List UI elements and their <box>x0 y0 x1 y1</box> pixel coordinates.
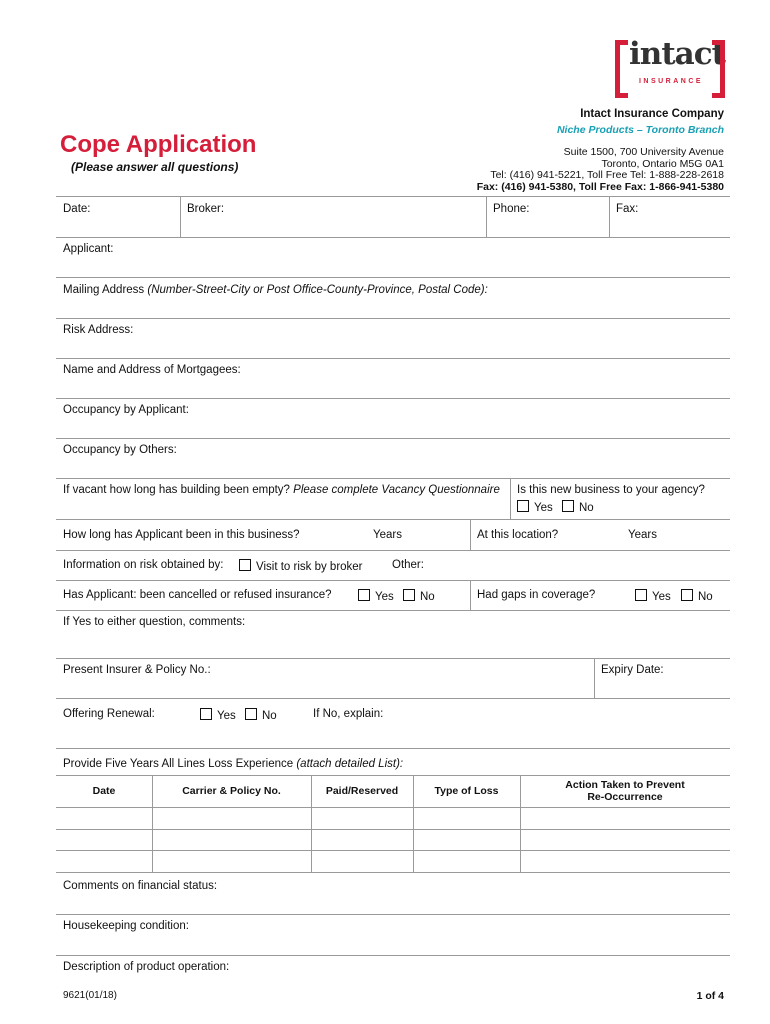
renewal-no[interactable]: No <box>245 708 277 722</box>
rule <box>56 580 730 581</box>
page-title: Cope Application <box>60 131 257 158</box>
divider <box>609 196 610 237</box>
phone-field[interactable]: Phone: <box>493 203 530 215</box>
gaps-label: Had gaps in coverage? <box>477 589 596 601</box>
insurer-field[interactable]: Present Insurer & Policy No.: <box>63 664 211 676</box>
cancelled-yes[interactable]: Yes <box>358 589 394 603</box>
broker-field[interactable]: Broker: <box>187 203 225 215</box>
company-fax: Fax: (416) 941-5380, Toll Free Fax: 1-866-941-5380 <box>476 181 724 193</box>
checkbox-icon[interactable] <box>358 589 370 601</box>
checkbox-icon[interactable] <box>517 500 529 512</box>
fax-field[interactable]: Fax: <box>616 203 639 215</box>
intact-logo <box>615 36 725 90</box>
company-name: Intact Insurance Company <box>580 108 724 120</box>
col-header-action-taken: Action Taken to Prevent <box>565 779 685 791</box>
company-address-2: Toronto, Ontario M5G 0A1 <box>601 158 724 170</box>
vacant-field[interactable] <box>63 484 500 496</box>
info-obtained-label: Information on risk obtained by: <box>63 559 224 571</box>
location-years-label: Years <box>628 529 657 541</box>
checkbox-icon[interactable] <box>239 559 251 571</box>
divider <box>470 580 471 610</box>
rule <box>56 914 730 915</box>
comments-field[interactable]: If Yes to either question, comments: <box>63 616 246 628</box>
divider <box>470 519 471 550</box>
logo-wordmark: intact <box>629 36 725 72</box>
page-number: 1 of 4 <box>696 990 724 1002</box>
rule <box>56 872 730 873</box>
logo-bracket-left <box>615 40 628 98</box>
logo-subtext: INSURANCE <box>638 78 704 85</box>
occupancy-others-field[interactable]: Occupancy by Others: <box>63 444 177 456</box>
divider <box>486 196 487 237</box>
housekeeping-field[interactable]: Housekeeping condition: <box>63 920 189 932</box>
visit-to-risk-option[interactable]: Visit to risk by broker <box>239 559 363 573</box>
rule <box>56 658 730 659</box>
divider <box>180 196 181 237</box>
company-branch: Niche Products – Toronto Branch <box>556 124 724 136</box>
company-tel: Tel: (416) 941-5221, Toll Free Tel: 1-888-228-2618 <box>490 169 724 181</box>
date-field[interactable]: Date: <box>63 203 91 215</box>
risk-address-field[interactable]: Risk Address: <box>63 324 134 336</box>
offering-renewal-label: Offering Renewal: <box>63 708 155 720</box>
checkbox-icon[interactable] <box>681 589 693 601</box>
rule <box>56 748 730 749</box>
rule <box>56 807 730 808</box>
form-code: 9621(01/18) <box>63 990 117 1001</box>
checkbox-icon[interactable] <box>562 500 574 512</box>
rule <box>56 438 730 439</box>
rule <box>56 237 730 238</box>
checkbox-icon[interactable] <box>403 589 415 601</box>
rule <box>56 550 730 551</box>
rule <box>56 277 730 278</box>
rule <box>56 398 730 399</box>
checkbox-icon[interactable] <box>245 708 257 720</box>
other-field[interactable]: Other: <box>392 559 424 571</box>
page-subtitle: (Please answer all questions) <box>71 160 239 174</box>
vacant-hint: Please complete Vacancy Questionnaire <box>293 484 500 496</box>
occupancy-applicant-field[interactable]: Occupancy by Applicant: <box>63 404 189 416</box>
rule <box>56 775 730 776</box>
applicant-field[interactable]: Applicant: <box>63 243 114 255</box>
rule <box>56 610 730 611</box>
vacant-label: If vacant how long has building been empty? <box>63 484 290 496</box>
how-long-label: How long has Applicant been in this business? <box>63 529 300 541</box>
gaps-yes[interactable]: Yes <box>635 589 671 603</box>
company-address-1: Suite 1500, 700 University Avenue <box>563 146 724 158</box>
mailing-address-hint: (Number-Street-City or Post Office-County-Province, Postal Code): <box>147 284 488 296</box>
col-header-carrier: Carrier & Policy No. <box>182 785 281 797</box>
at-location-label: At this location? <box>477 529 559 541</box>
rule <box>56 478 730 479</box>
mailing-address-field[interactable] <box>63 284 488 296</box>
years-label: Years <box>373 529 402 541</box>
logo-bracket-right <box>712 40 725 98</box>
rule <box>56 850 730 851</box>
divider <box>510 478 511 519</box>
col-header-type-of-loss: Type of Loss <box>434 785 499 797</box>
gaps-no[interactable]: No <box>681 589 713 603</box>
renewal-yes[interactable]: Yes <box>200 708 236 722</box>
new-business-no[interactable]: No <box>562 500 594 514</box>
financial-status-field[interactable]: Comments on financial status: <box>63 880 218 892</box>
if-no-explain-field[interactable]: If No, explain: <box>313 708 384 720</box>
rule <box>56 519 730 520</box>
mortgagees-field[interactable]: Name and Address of Mortgagees: <box>63 364 241 376</box>
rule <box>56 698 730 699</box>
new-business-yes[interactable]: Yes <box>517 500 553 514</box>
expiry-date-field[interactable]: Expiry Date: <box>601 664 664 676</box>
product-operation-field[interactable]: Description of product operation: <box>63 961 230 973</box>
loss-experience-heading: Provide Five Years All Lines Loss Experience (attach detailed List): <box>63 758 404 770</box>
col-header-re-occurrence: Re-Occurrence <box>587 791 663 803</box>
divider <box>594 658 595 698</box>
cancelled-no[interactable]: No <box>403 589 435 603</box>
col-header-paid-reserved: Paid/Reserved <box>325 785 399 797</box>
col-header-date: Date <box>92 785 116 797</box>
mailing-address-label: Mailing Address <box>63 284 145 296</box>
rule <box>56 955 730 956</box>
rule <box>56 318 730 319</box>
checkbox-icon[interactable] <box>200 708 212 720</box>
rule <box>56 829 730 830</box>
cancelled-label: Has Applicant: been cancelled or refused insurance? <box>63 589 332 601</box>
checkbox-icon[interactable] <box>635 589 647 601</box>
rule <box>56 358 730 359</box>
rule <box>56 196 730 197</box>
new-business-label: Is this new business to your agency? <box>517 484 705 496</box>
